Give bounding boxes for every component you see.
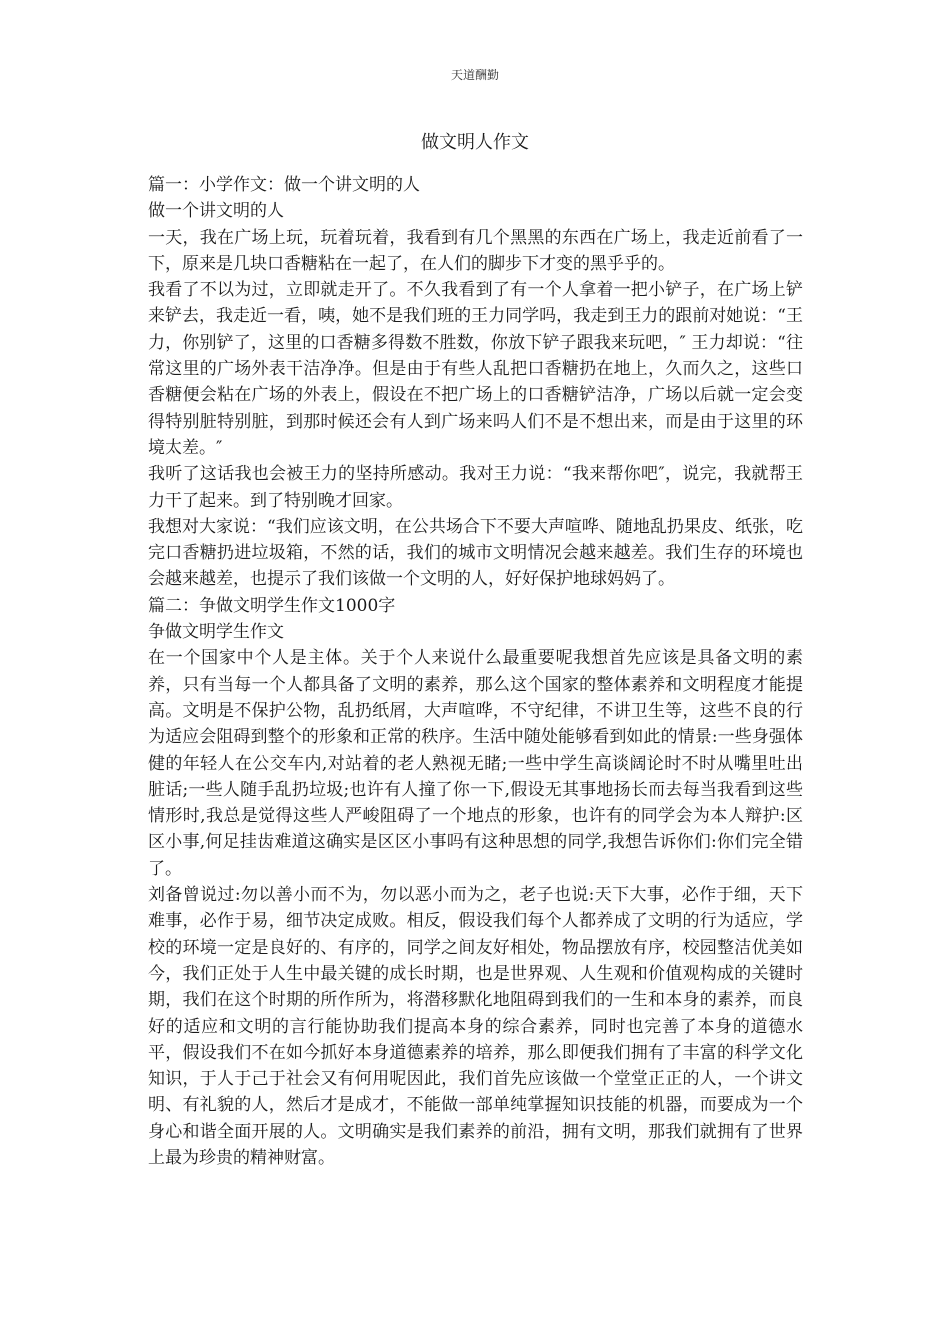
header-note: 天道酬勤 <box>450 68 499 82</box>
paragraph: 在一个国家中个人是主体。关于个人来说什么最重要呢我想首先应该是具备文明的素养，只有当每一个人都具备了文明的素养，那么这个国家的整体素养和文明程度才能提高。文明是不保护公物，乱扔纸屑，大声喧哗，不守纪律，不讲卫生等，这些不良的行为适应会阻碍到整个的形象和正常的秩序。生活中随处能够看到如此的情景:一些身强体健的年轻人在公交车内,对站着的老人熟视无睹;一些中学生高谈阔论时不时从嘴里吐出脏话;一些人随手乱扔垃圾;也许有人撞了你一下,假设无其事地扬长而去每当我看到这些情形时,我总是觉得这些人严峻阻碍了一个地点的形象，也许有的同学会为本人辩护:区区小事,何足挂齿难道这确实是区区小事吗有这种思想的同学,我想告诉你们:你们完全错了。 <box>148 648 803 879</box>
paragraph: 做一个讲文明的人 <box>148 201 284 222</box>
paragraph: 一天，我在广场上玩，玩着玩着，我看到有几个黑黑的东西在广场上，我走近前看了一下，原来是几块口香糖粘在一起了，在人们的脚步下才变的黑乎乎的。 <box>148 227 803 274</box>
paragraph: 刘备曾说过:勿以善小而不为，勿以恶小而为之，老子也说:天下大事，必作于细，天下难事，必作于易，细节决定成败。相反，假设我们每个人都养成了文明的行为适应，学校的环境一定是良好的、有序的，同学之间友好相处，物品摆放有序，校园整洁优美如今，我们正处于人生中最关键的成长时期，也是世界观、人生观和价值观构成的关键时期，我们在这个时期的所作所为，将潜移默化地阻碍到我们的一生和本身的素养，而良好的适应和文明的言行能协助我们提高本身的综合素养，同时也完善了本身的道德水平，假设我们不在如今抓好本身道德素养的培养，那么即便我们拥有了丰富的科学文化知识，于人于己于社会又有何用呢因此，我们首先应该做一个堂堂正正的人，一个讲文明、有礼貌的人，然后才是成才，不能做一部单纯掌握知识技能的机器，而要成为一个身心和谐全面开展的人。文明确实是我们素养的前沿，拥有文明，那我们就拥有了世界上最为珍贵的精神财富。 <box>148 885 803 1168</box>
paragraph: 争做文明学生作文 <box>148 622 284 643</box>
paragraph: 篇一：小学作文：做一个讲文明的人 <box>148 175 420 195</box>
paragraph: 我听了这话我也会被王力的坚持所感动。我对王力说：“我来帮你吧″，说完，我就帮王力干了起来。到了特别晚才回家。 <box>148 464 803 511</box>
paragraph: 我看了不以为过，立即就走开了。不久我看到了有一个人拿着一把小铲子，在广场上铲来铲去，我走近一看，咦，她不是我们班的王力同学吗，我走到王力的跟前对她说：“王力，你别铲了，这里的口香糖多得数不胜数，你放下铲子跟我来玩吧，″ 王力却说：“往常这里的广场外表干洁净净。但是由于有些人乱把口香糖扔在地上，久而久之，这些口香糖便会粘在广场的外表上，假设在不把广场上的口香糖铲洁净，广场以后就一定会变得特别脏特别脏，到那时候还会有人到广场来吗人们不是不想出来，而是由于这里的环境太差。″ <box>148 280 803 458</box>
document-title: 做文明人作文 <box>421 132 529 153</box>
document-body <box>148 172 803 1171</box>
paragraph: 篇二：争做文明学生作文1000字 <box>148 595 396 616</box>
paragraph: 我想对大家说：“我们应该文明，在公共场合下不要大声喧哗、随地乱扔果皮、纸张，吃完口香糖扔进垃圾箱，不然的话，我们的城市文明情况会越来越差。我们生存的环境也会越来越差，也提示了我们该做一个文明的人，好好保护地球妈妈了。 <box>148 516 803 590</box>
